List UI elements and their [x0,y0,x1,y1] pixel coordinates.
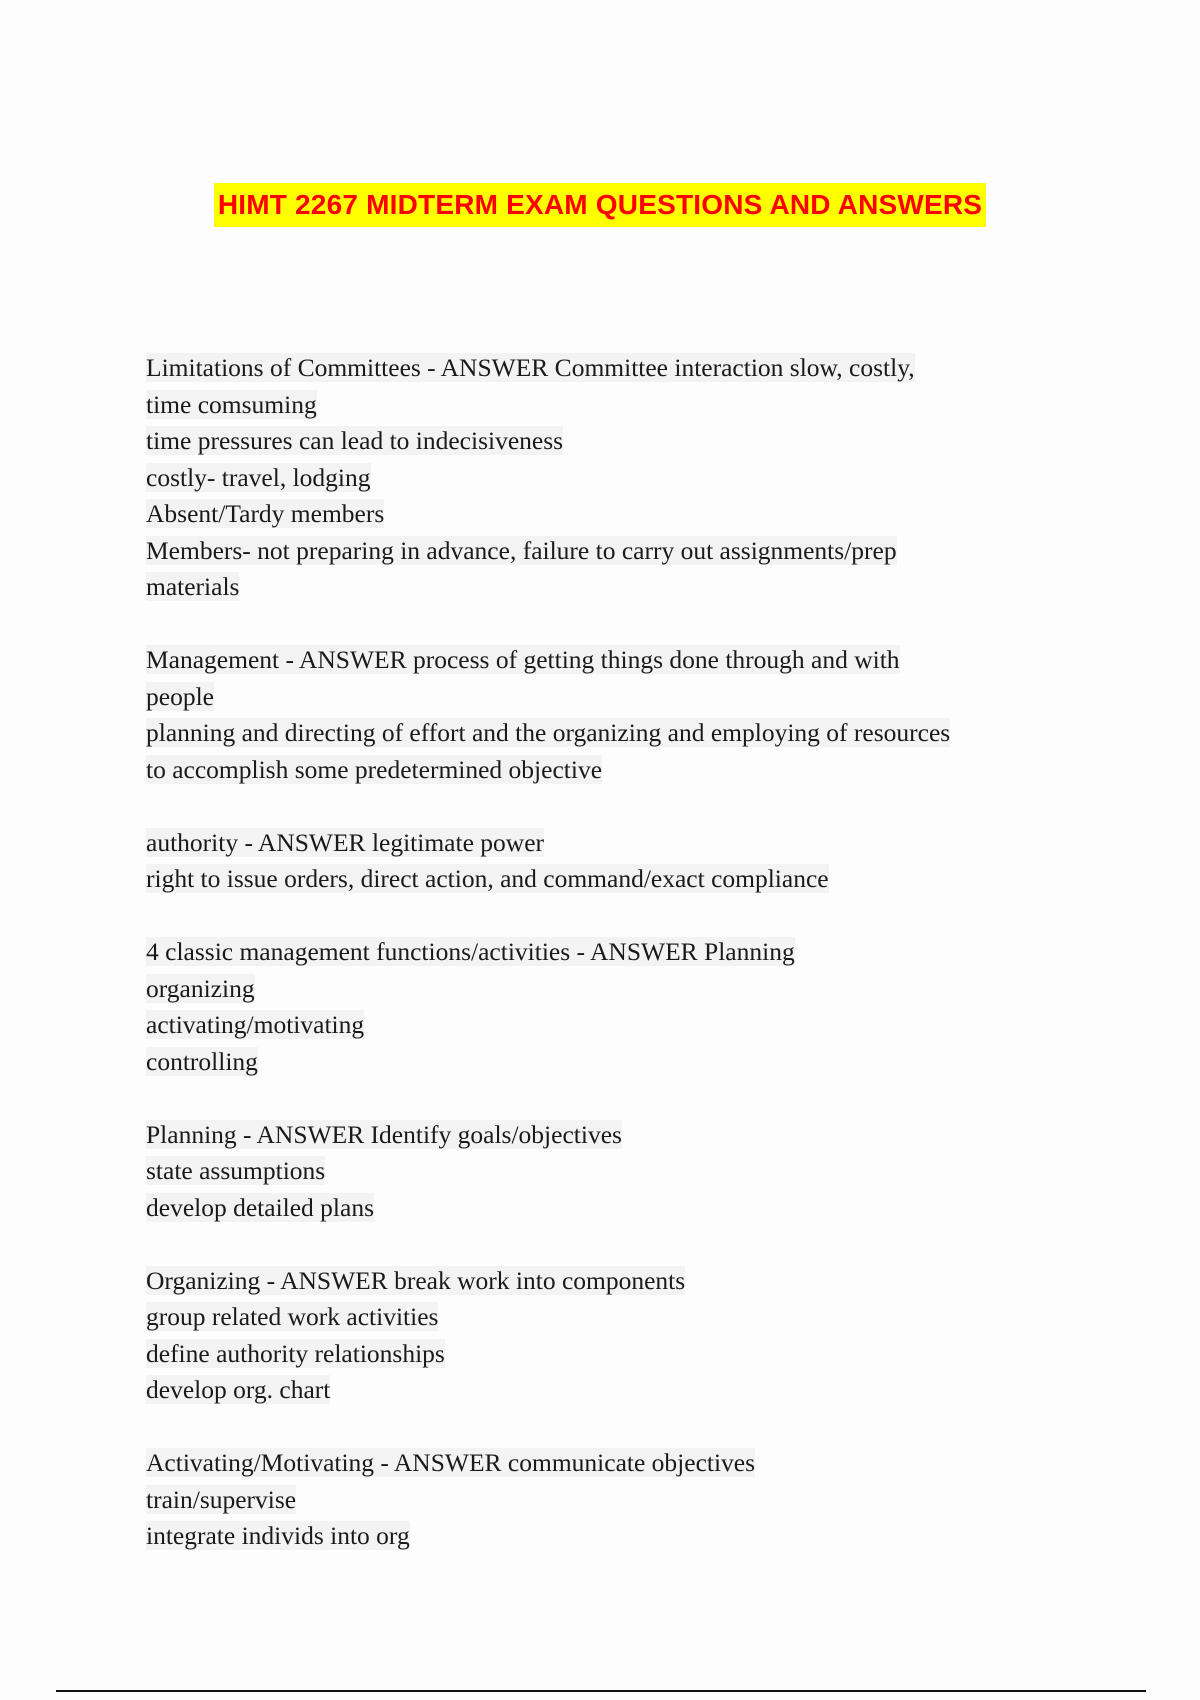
qa-line: develop detailed plans [146,1192,375,1222]
qa-line: to accomplish some predetermined objective [146,754,603,784]
qa-entry-planning [146,1117,1066,1227]
qa-line: Members- not preparing in advance, failure to carry out assignments/prep [146,535,897,565]
qa-entry-organizing [146,1263,1066,1409]
qa-line: Activating/Motivating - ANSWER communicate objectives [146,1448,756,1477]
qa-line: Absent/Tardy members [146,499,385,528]
qa-line: Planning - ANSWER Identify goals/objectives [146,1119,622,1149]
title-container [0,183,1200,227]
qa-line: group related work activities [146,1302,439,1331]
qa-line: train/supervise [146,1484,297,1514]
qa-entry-committees [146,350,1066,606]
qa-line: define authority relationships [146,1338,445,1368]
qa-line: Limitations of Committees - ANSWER Committee interaction slow, costly, [146,353,915,382]
qa-line: costly- travel, lodging [146,462,371,492]
qa-line: Management - ANSWER process of getting things done through and with [146,645,900,674]
qa-line: state assumptions [146,1156,326,1185]
qa-line: organizing [146,973,255,1003]
qa-entry-management-functions [146,934,1066,1080]
qa-entry-authority [146,825,1066,898]
qa-entry-management [146,642,1066,788]
qa-line: authority - ANSWER legitimate power [146,827,545,857]
qa-line: 4 classic management functions/activities - ANSWER Planning [146,937,795,966]
qa-line: controlling [146,1046,258,1076]
bottom-rule [56,1690,1146,1692]
document-title: HIMT 2267 MIDTERM EXAM QUESTIONS AND ANSWERS [214,183,986,227]
qa-line: people [146,681,214,711]
qa-line: activating/motivating [146,1010,365,1039]
qa-line: time pressures can lead to indecisiveness [146,426,564,455]
qa-list [146,350,1066,1591]
qa-line: integrate individs into org [146,1521,410,1550]
qa-line: time comsuming [146,389,317,419]
qa-line: Organizing - ANSWER break work into components [146,1265,686,1295]
qa-line: materials [146,572,240,601]
qa-line: develop org. chart [146,1375,331,1404]
qa-line: right to issue orders, direct action, and command/exact compliance [146,864,829,893]
qa-entry-activating [146,1445,1066,1555]
qa-line: planning and directing of effort and the organizing and employing of resources [146,718,951,747]
